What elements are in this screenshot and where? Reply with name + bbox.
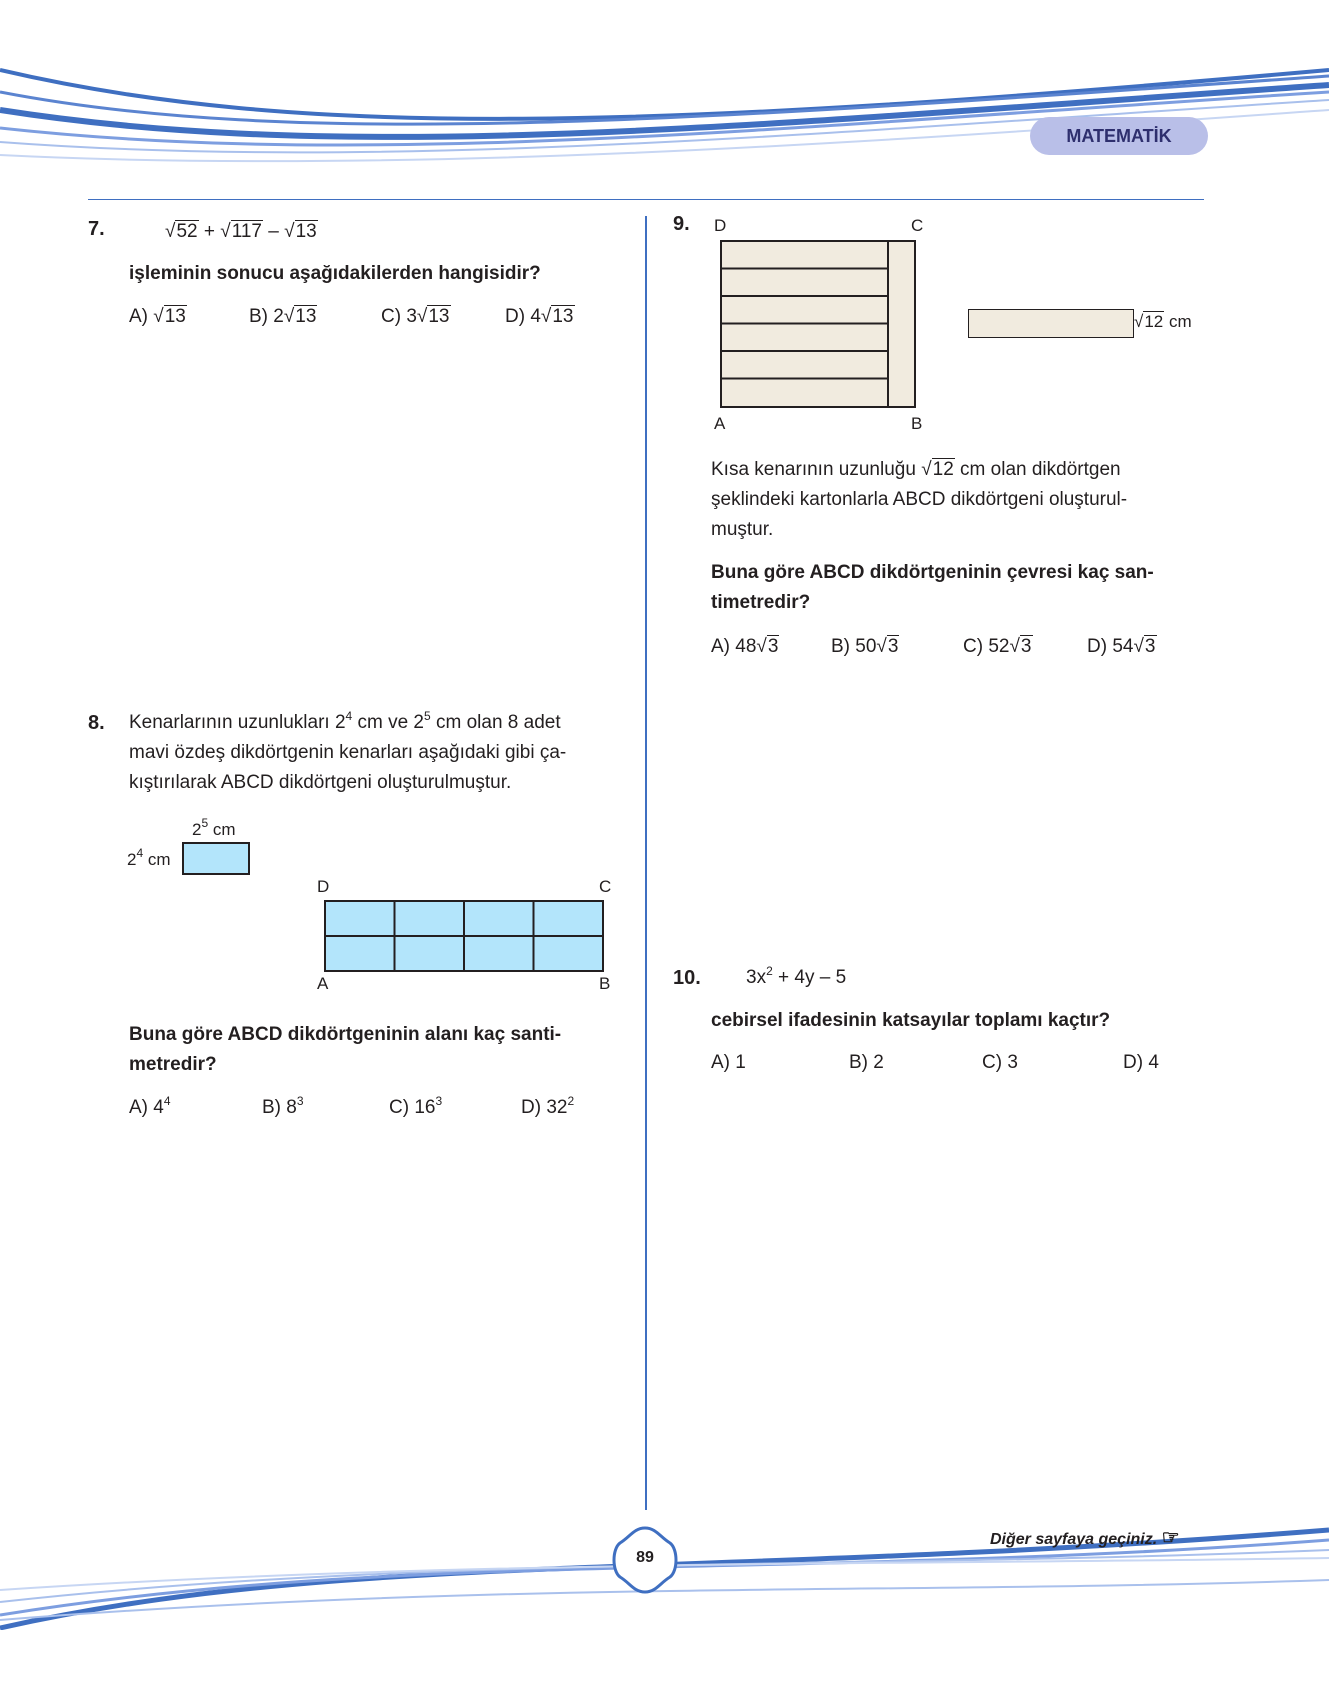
figure-9-piece-label: √12 cm: [1134, 312, 1192, 331]
pointing-hand-icon: ☞: [1161, 1527, 1180, 1549]
question-7-number: 7.: [88, 218, 105, 240]
figure-9-point-a: A: [714, 414, 726, 433]
minus-sign: –: [268, 221, 279, 242]
question-8-option-a[interactable]: A) $4^4$: [129, 1094, 171, 1118]
question-7-option-d[interactable]: D) 4√13: [505, 306, 574, 327]
question-10-option-b[interactable]: B) 2: [849, 1052, 884, 1073]
figure-8-point-c: C: [599, 877, 612, 896]
question-8-option-c[interactable]: C) $16^3$: [389, 1094, 443, 1118]
question-7-prompt: işleminin sonucu aşağıdakilerden hangisidir?: [129, 263, 541, 284]
figure-8-single-rectangle: [182, 842, 250, 875]
question-9-text-line-2: şeklindeki kartonlarla ABCD dikdörtgeni oluşturul-: [711, 489, 1128, 510]
figure-8-top-label: $2^5$ cm: [192, 816, 236, 839]
question-7-option-a[interactable]: A) √13: [129, 306, 186, 327]
figure-9-abcd-rectangle: [720, 240, 916, 408]
question-10-option-d[interactable]: D) 4: [1123, 1052, 1159, 1073]
question-9-option-c[interactable]: C) 52√3: [963, 636, 1032, 657]
header-rule: [88, 199, 1204, 200]
question-9-prompt: Buna göre ABCD dikdörtgeninin çevresi kaç san- timetredir?: [711, 562, 1154, 613]
question-7-option-c[interactable]: C) 3√13: [381, 306, 450, 327]
question-7-option-b[interactable]: B) 2√13: [249, 306, 317, 327]
question-10-option-c[interactable]: C) 3: [982, 1052, 1018, 1073]
question-9-text-line-1: Kısa kenarının uzunluğu √12 cm olan dikdörtgen: [711, 459, 1121, 480]
plus-sign: +: [203, 221, 215, 242]
next-page-note: Diğer sayfaya geçiniz. ☞: [990, 1527, 1180, 1549]
figure-8-point-d: D: [317, 877, 330, 896]
figure-8-point-b: B: [599, 974, 611, 993]
question-10-expression: $3x^2 + 4y - 5$: [746, 964, 847, 988]
figure-9-point-b: B: [911, 414, 923, 433]
question-8-option-d[interactable]: D) $32^2$: [521, 1094, 575, 1118]
question-8-text-line-1: Kenarlarının uzunlukları $2^4$ cm ve $2^5$ cm olan 8 adet: [129, 709, 561, 733]
figure-8-point-a: A: [317, 974, 329, 993]
question-10-option-a[interactable]: A) 1: [711, 1052, 746, 1073]
question-10-number: 10.: [673, 967, 701, 989]
figure-8-abcd-rectangle: [324, 900, 604, 972]
question-9-option-a[interactable]: A) 48√3: [711, 636, 779, 657]
question-10-prompt: cebirsel ifadesinin katsayılar toplamı kaçtır?: [711, 1010, 1111, 1031]
subject-badge: MATEMATİK: [1030, 117, 1208, 155]
sqrt-52: √52: [165, 221, 198, 242]
question-8-text-line-2: mavi özdeş dikdörtgenin kenarları aşağıdaki gibi ça-: [129, 742, 567, 763]
figure-9-point-c: C: [911, 216, 924, 235]
question-9-text-line-3: muştur.: [711, 519, 774, 540]
question-8-option-b[interactable]: B) $8^3$: [262, 1094, 304, 1118]
column-divider: [645, 216, 647, 1510]
figure-8-side-label: $2^4$ cm: [127, 846, 171, 869]
sqrt-117: √117: [220, 221, 262, 242]
page-number: 89: [636, 1549, 654, 1566]
question-9-text: [711, 455, 1127, 545]
question-8-prompt: Buna göre ABCD dikdörtgeninin alanı kaç santi- metredir?: [129, 1024, 562, 1075]
question-8-number: 8.: [88, 712, 105, 734]
sqrt-13: √13: [284, 221, 317, 242]
question-8-text-line-3: kıştırılarak ABCD dikdörtgeni oluşturulmuştur.: [129, 772, 512, 793]
figure-9-single-piece: [968, 309, 1134, 338]
figure-9-point-d: D: [714, 216, 727, 235]
question-9-number: 9.: [673, 213, 690, 235]
question-9-option-b[interactable]: B) 50√3: [831, 636, 899, 657]
question-9-option-d[interactable]: D) 54√3: [1087, 636, 1156, 657]
question-8-text: [129, 708, 566, 798]
question-7-expression: [165, 217, 318, 247]
